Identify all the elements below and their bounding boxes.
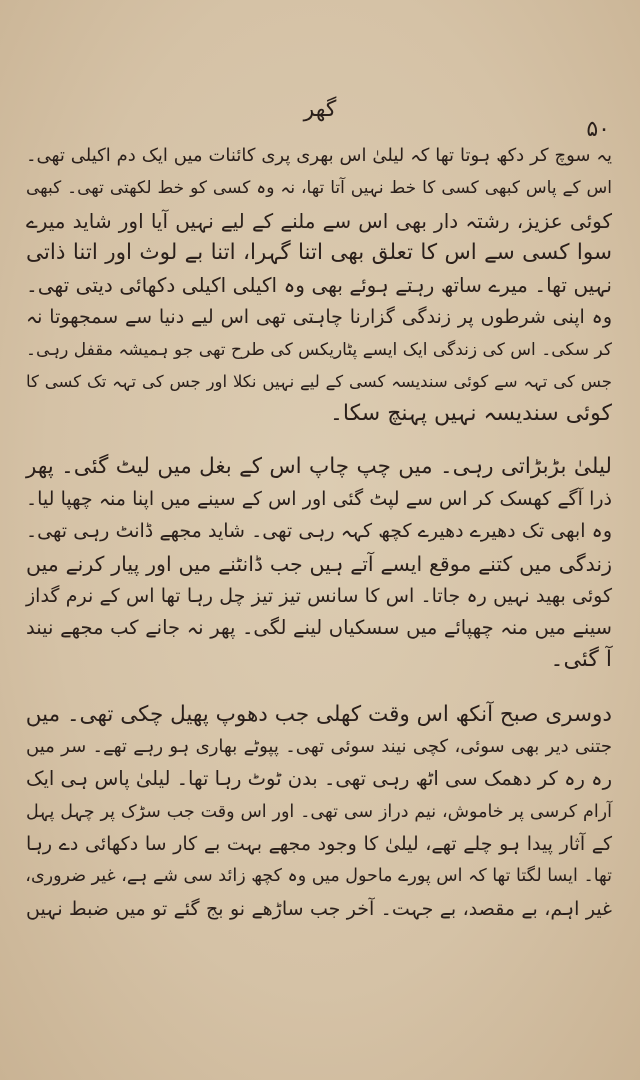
text-line: کوئی بھید نہیں رہ جاتا۔ اس کا سانس تیز تیز چل رہا تھا اس کے نرم گداز — [26, 584, 612, 607]
text-line: آرام کرسی پر خاموش، نیم دراز سی تھی۔ اور اس وقت جب سڑک پر چہل پہل — [26, 801, 612, 822]
running-head: گھر — [303, 97, 337, 122]
text-line: سینے میں منہ چھپائے میں سسکیاں لینے لگی۔ پھر نہ جانے کب مجھے نیند — [26, 616, 612, 640]
paragraph-1 — [26, 140, 612, 431]
text-line: کوئی عزیز، رشتہ دار بھی اس سے ملنے کے لیے نہیں آیا اور شاید میرے — [26, 208, 612, 233]
text-line: کوئی سندیسہ نہیں پہنچ سکا۔ — [330, 401, 612, 427]
text-line: تھا۔ ایسا لگتا تھا کہ اس پورے ماحول میں وہ کچھ زائد سی شے ہے، غیر ضروری، — [25, 866, 612, 887]
text-line: جتنی دیر بھی سوئی، کچی نیند سوئی تھی۔ پپوٹے بھاری ہو رہے تھے۔ سر میں — [26, 736, 612, 758]
text-line: یہ سوچ کر دکھ ہوتا تھا کہ لیلیٰ اس بھری پری کائنات میں ایک دم اکیلی تھی۔ — [26, 145, 612, 166]
text-line: کر سکی۔ اس کی زندگی ایک ایسے پٹاریکس کی طرح تھی جو ہمیشہ مقفل رہی۔ — [26, 339, 612, 360]
text-line: زندگی میں کتنے موقع ایسے آتے ہیں جب ڈانٹنے میں اور پیار کرنے میں — [26, 551, 612, 576]
page-number: ۵۰ — [586, 117, 610, 142]
text-line: وہ اپنی شرطوں پر زندگی گزارنا چاہتی تھی اس لیے دنیا سے سمجھوتا نہ — [26, 306, 612, 329]
paragraph-2 — [26, 451, 612, 677]
text-line: نہیں تھا۔ میرے ساتھ رہتے ہوئے بھی وہ اکیلی اکیلی دکھائی دیتی تھی۔ — [26, 273, 612, 298]
text-line: کے آثار پیدا ہو چلے تھے، لیلیٰ کا وجود مجھے بہت بے کار سا دکھائی دے رہا — [26, 832, 612, 855]
page-body — [26, 140, 612, 925]
text-line: سوا کسی سے اس کا تعلق بھی اتنا گہرا، اتنا بے لوث اور اتنا ذاتی — [26, 239, 612, 265]
text-line: رہ رہ کر دھمک سی اٹھ رہی تھی۔ بدن ٹوٹ رہا تھا۔ لیلیٰ پاس ہی ایک — [26, 767, 612, 791]
text-line: آ گئی۔ — [550, 647, 612, 673]
text-line: جس کی تہہ سے کوئی سندیسہ کسی کے لیے نہیں نکلا اور جس کی تہہ تک کسی کا — [26, 372, 612, 392]
paragraph-3 — [26, 699, 612, 925]
text-line: دوسری صبح آنکھ اس وقت کھلی جب دھوپ پھیل چکی تھی۔ میں — [25, 701, 612, 727]
text-line: ذرا آگے کھسک کر اس سے لپٹ گئی اور اس کے سینے میں اپنا منہ چھپا لیا۔ — [26, 487, 612, 510]
text-line: اس کے پاس کبھی کسی کا خط نہیں آتا تھا، نہ وہ کسی کو خط لکھتی تھی۔ کبھی — [26, 178, 612, 199]
text-line: وہ ابھی تک دھیرے دھیرے کچھ کہہ رہی تھی۔ شاید مجھے ڈانٹ رہی تھی۔ — [26, 520, 612, 543]
text-line: غیر اہم، بے مقصد، بے جہت۔ آخر جب ساڑھے نو بج گئے تو میں ضبط نہیں — [26, 897, 612, 920]
text-line: لیلیٰ بڑبڑاتی رہی۔ میں چپ چاپ اس کے بغل میں لیٹ گئی۔ پھر — [26, 453, 612, 479]
